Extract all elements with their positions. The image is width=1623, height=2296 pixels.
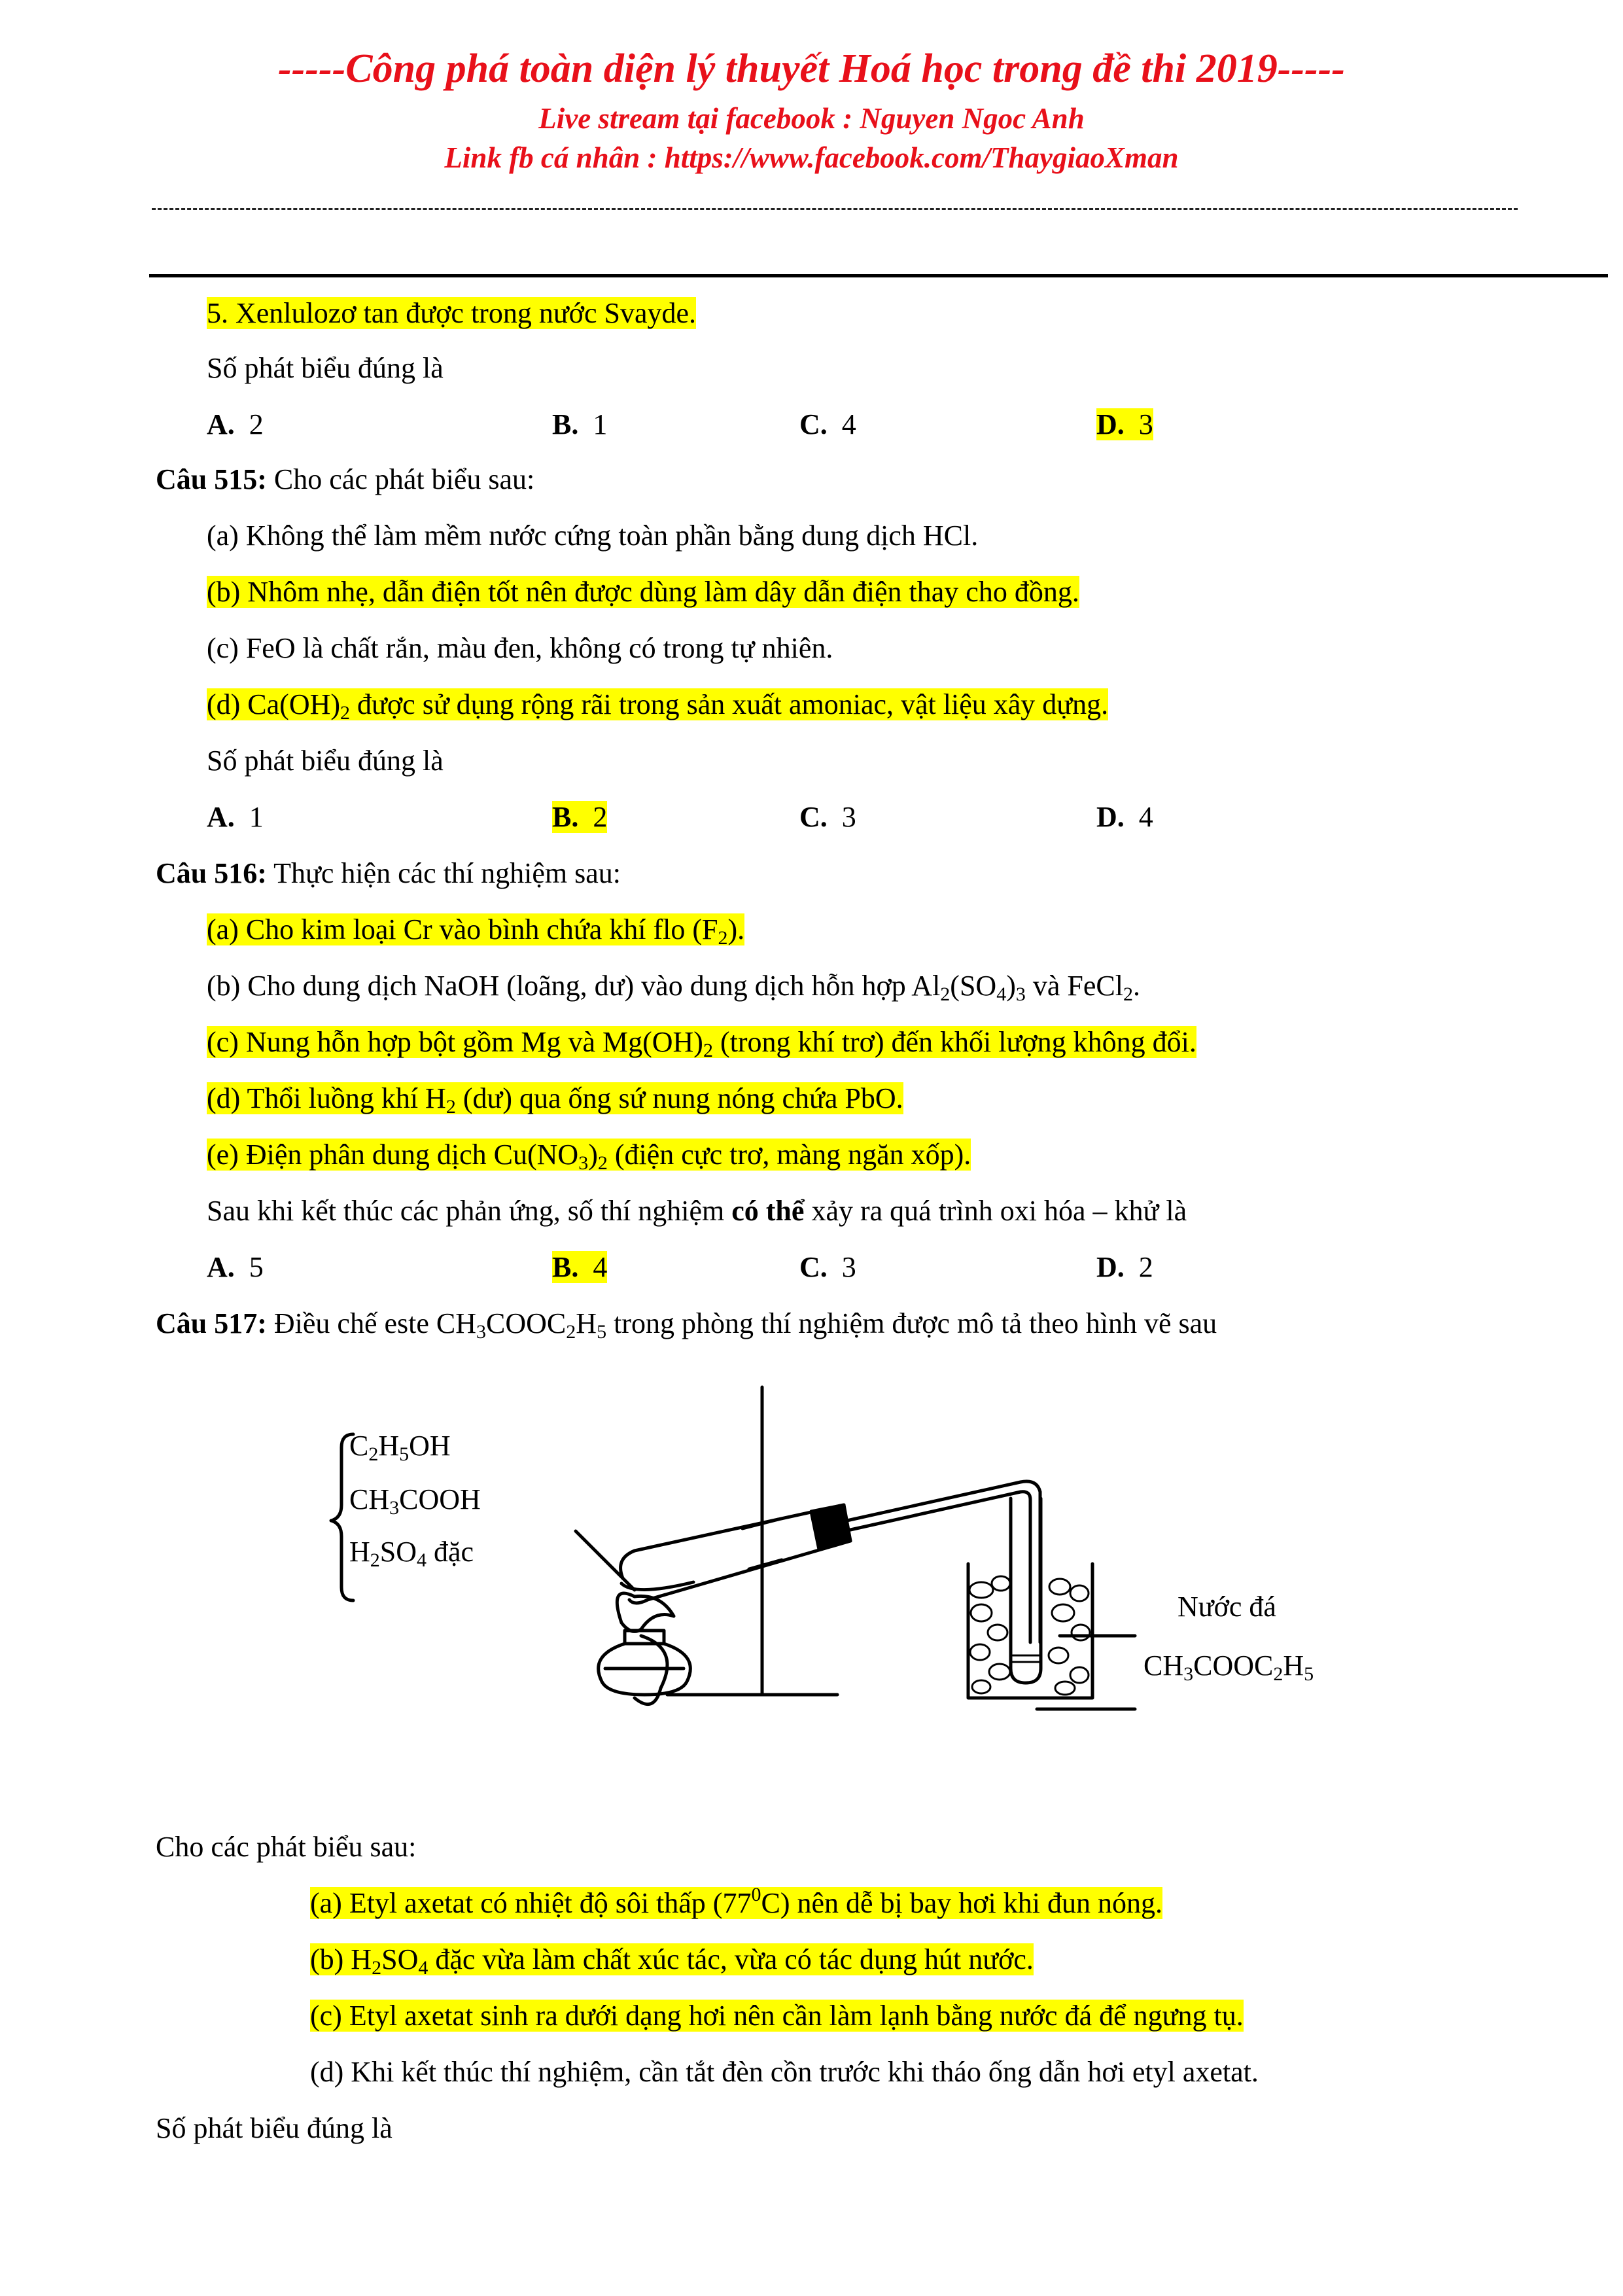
q516-option-c[interactable]: C. 3 <box>799 1251 856 1283</box>
dashed-divider <box>152 208 1518 210</box>
label-ethyl-acetate: $CH_3COOC_2H_5$ <box>1143 1650 1314 1685</box>
q515-option-a[interactable]: A. 1 <box>207 801 264 833</box>
q516-statement-c: (c) Nung hỗn hợp bột gồm Mg và $Mg(OH)_2$ (trong khí trơ) đến khối lượng không đổi. <box>207 1026 1196 1061</box>
q515-heading: Câu 515: Cho các phát biểu sau: <box>156 463 535 495</box>
q514-prompt: Số phát biểu đúng là <box>207 352 444 384</box>
q517-statement-a: (a) Etyl axetat có nhiệt độ sôi thấp $(77^0C)$ nên dễ bị bay hơi khi đun nóng. <box>310 1884 1162 1919</box>
q517-heading: Câu 517: Điều chế este $CH_3COOC_2H_5$ trong phòng thí nghiệm được mô tả theo hình vẽ sau <box>156 1307 1217 1343</box>
header-title: -----Công phá toàn diện lý thuyết Hoá học trong đề thi 2019----- <box>278 46 1345 91</box>
q516-statement-e: (e) Điện phân dung dịch $Cu(NO_3)_2$ (điện cực trơ, màng ngăn xốp). <box>207 1139 971 1174</box>
q515-prompt: Số phát biểu đúng là <box>207 745 444 777</box>
pointer-line <box>576 1531 635 1590</box>
q514-option-b[interactable]: B. 1 <box>552 408 608 440</box>
q516-heading: Câu 516: Thực hiện các thí nghiệm sau: <box>156 857 621 889</box>
q515-statement-d: (d) $Ca(OH)_2$ được sử dụng rộng rãi trong sản xuất amoniac, vật liệu xây dựng. <box>207 688 1109 724</box>
flame <box>617 1593 674 1631</box>
q517-intro: Cho các phát biểu sau: <box>156 1831 417 1863</box>
label-ice-water: Nước đá <box>1178 1591 1276 1623</box>
clamp-lower <box>749 1560 782 1569</box>
esterification-apparatus-diagram <box>327 1374 1374 1714</box>
q514-option-a[interactable]: A. 2 <box>207 408 264 440</box>
reagent-acetic-acid: $CH_3COOH$ <box>349 1483 481 1519</box>
q517-statement-c: (c) Etyl axetat sinh ra dưới dạng hơi nên cần làm lạnh bằng nước đá để ngưng tụ. <box>310 2000 1244 2032</box>
q516-statement-a: (a) Cho kim loại Cr vào bình chứa khí flo $(F_2)$. <box>207 913 745 949</box>
q515-option-d[interactable]: D. 4 <box>1096 801 1153 833</box>
q516-statement-d: (d) Thổi luồng khí $H_2$ (dư) qua ống sứ nung nóng chứa PbO. <box>207 1082 903 1118</box>
q517-statement-b: (b) $H_2SO_4$ đặc vừa làm chất xúc tác, vừa có tác dụng hút nước. <box>310 1943 1034 1979</box>
q517-prompt: Số phát biểu đúng là <box>156 2112 393 2144</box>
q516-prompt: Sau khi kết thúc các phản ứng, số thí nghiệm có thể xảy ra quá trình oxi hóa – khử là <box>207 1195 1187 1227</box>
q514-option-d[interactable]: D. 3 <box>1096 408 1153 440</box>
q515-option-c[interactable]: C. 3 <box>799 801 856 833</box>
q514-option-c[interactable]: C. 4 <box>799 408 856 440</box>
q516-statement-b: (b) Cho dung dịch NaOH (loãng, dư) vào dung dịch hỗn hợp $Al_2(SO_4)_3$ và FeCl$_2$. <box>207 970 1140 1005</box>
q516-option-a[interactable]: A. 5 <box>207 1251 264 1283</box>
q516-option-b[interactable]: B. 4 <box>552 1251 608 1283</box>
rubber-stopper <box>811 1505 850 1549</box>
header-rule <box>149 274 1608 277</box>
q516-option-d[interactable]: D. 2 <box>1096 1251 1153 1283</box>
reagent-sulfuric-acid: $H_2SO_4$ đặc <box>349 1536 474 1571</box>
reagent-ethanol: $C_2H_5OH$ <box>349 1430 451 1465</box>
q517-statement-d: (d) Khi kết thúc thí nghiệm, cần tắt đèn cồn trước khi tháo ống dẫn hơi etyl axetat. <box>310 2056 1259 2088</box>
q515-statement-c: (c) FeO là chất rắn, màu đen, không có trong tự nhiên. <box>207 632 833 664</box>
header-facebook-link[interactable]: Link fb cá nhân : https://www.facebook.com/ThaygiaoXman <box>444 141 1179 174</box>
q515-option-b[interactable]: B. 2 <box>552 801 608 833</box>
q514-statement-5: 5. Xenlulozơ tan được trong nước Svayde. <box>207 297 696 329</box>
q515-statement-b: (b) Nhôm nhẹ, dẫn điện tốt nên được dùng làm dây dẫn điện thay cho đồng. <box>207 576 1079 608</box>
q515-statement-a: (a) Không thể làm mềm nước cứng toàn phần bằng dung dịch HCl. <box>207 520 979 552</box>
header-livestream: Live stream tại facebook : Nguyen Ngoc Anh <box>538 102 1085 135</box>
